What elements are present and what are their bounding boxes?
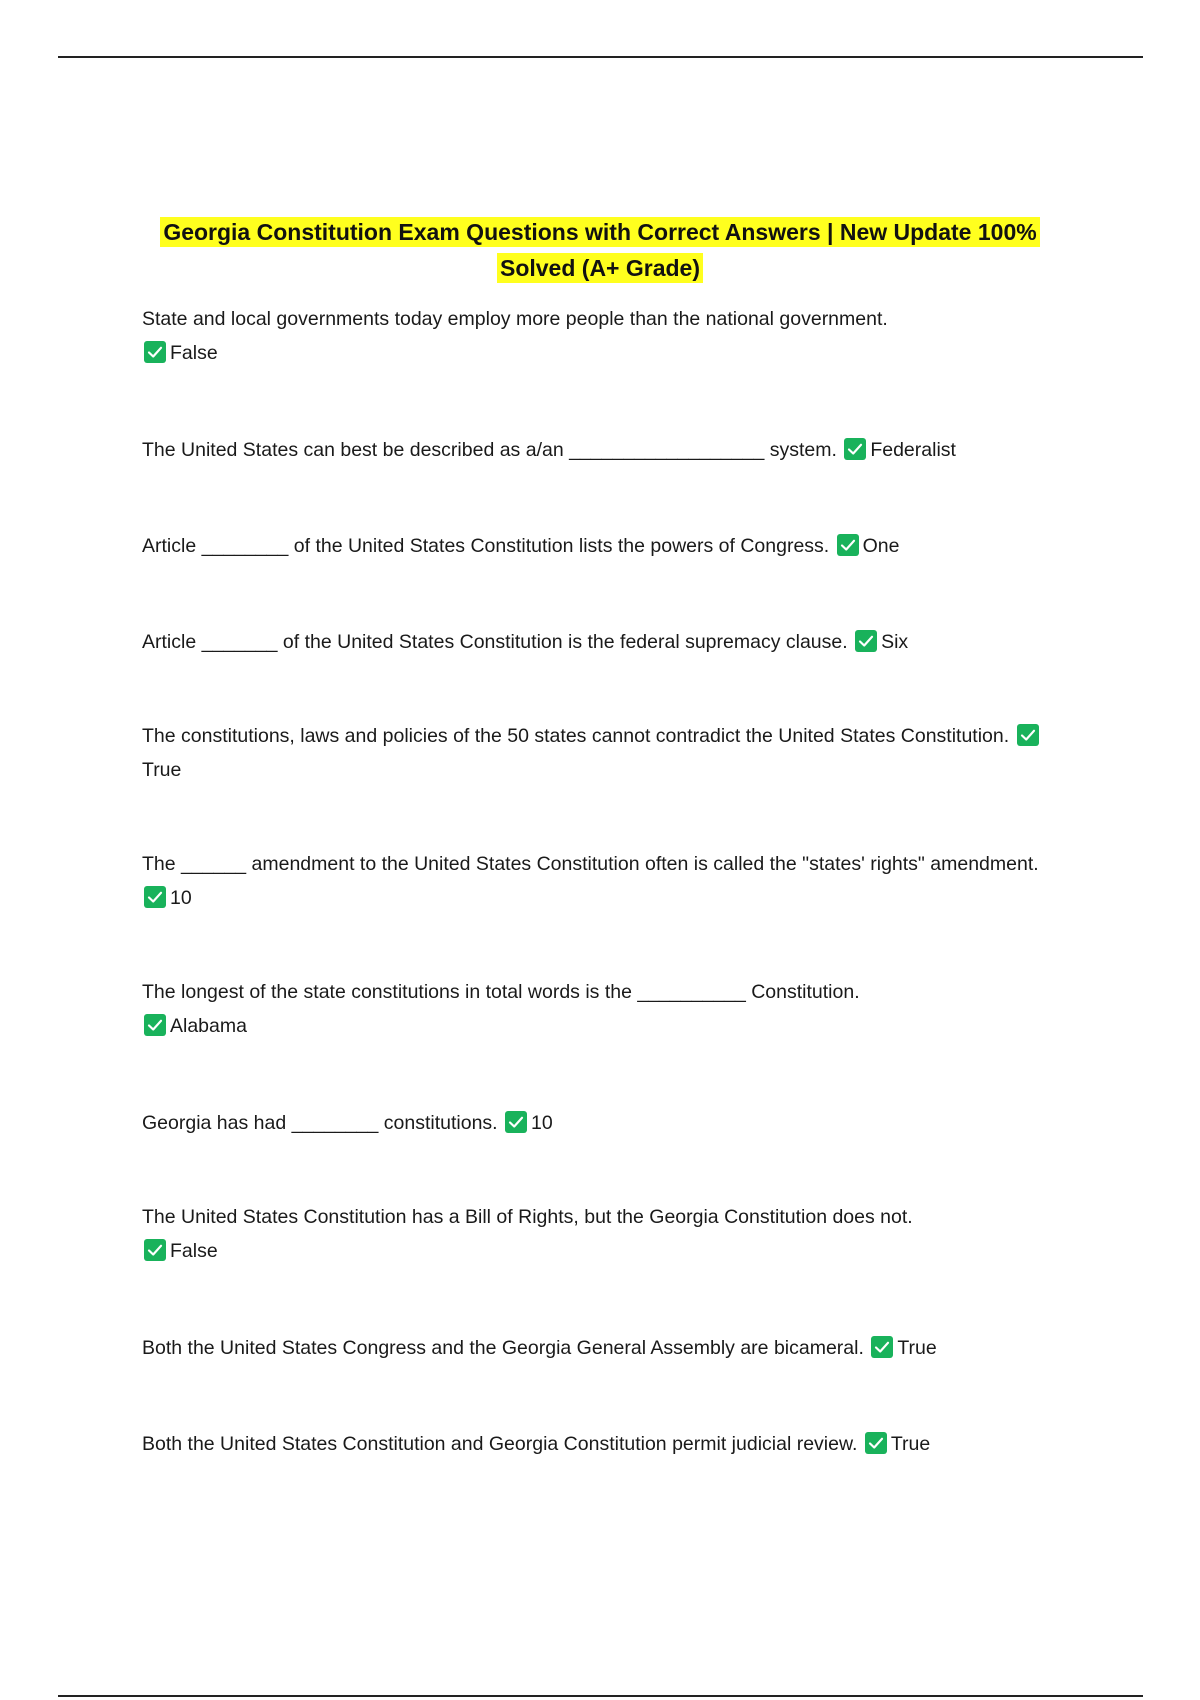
- answer-text: False: [170, 1240, 218, 1262]
- checkmark-icon: [144, 1014, 166, 1036]
- question-item: [142, 847, 1072, 915]
- answer-text: True: [897, 1337, 937, 1359]
- question-item: [142, 1331, 1072, 1365]
- checkmark-icon: [505, 1111, 527, 1133]
- checkmark-icon: [144, 886, 166, 908]
- checkmark-icon: [144, 1239, 166, 1261]
- checkmark-icon: [865, 1432, 887, 1454]
- answer-text: 10: [170, 887, 192, 909]
- title-line-2: Solved (A+ Grade): [497, 253, 703, 283]
- checkmark-icon: [1017, 724, 1039, 746]
- document-title: [140, 214, 1060, 286]
- question-text: Article ________ of the United States Constitution lists the powers of Congress.: [142, 535, 830, 557]
- answer-text: Federalist: [870, 439, 956, 461]
- answer-text: One: [862, 535, 900, 557]
- question-text: State and local governments today employ more people than the national government.: [142, 308, 888, 330]
- question-text: The United States Constitution has a Bill of Rights, but the Georgia Constitution does not.: [142, 1206, 913, 1228]
- question-text: Georgia has had ________ constitutions.: [142, 1112, 498, 1134]
- question-item: [142, 975, 1072, 1043]
- checkmark-icon: [855, 630, 877, 652]
- checkmark-icon: [837, 534, 859, 556]
- question-item: [142, 625, 1072, 659]
- question-item: [142, 1200, 1072, 1268]
- question-item: [142, 302, 1072, 370]
- checkmark-icon: [844, 438, 866, 460]
- checkmark-icon: [144, 341, 166, 363]
- checkmark-icon: [871, 1336, 893, 1358]
- question-item: [142, 433, 1072, 467]
- question-item: [142, 1427, 1072, 1461]
- top-divider: [58, 56, 1143, 58]
- answer-text: 10: [531, 1112, 553, 1134]
- answer-text: False: [170, 342, 218, 364]
- bottom-divider: [58, 1695, 1143, 1697]
- question-text: The longest of the state constitutions in total words is the __________ Constitution.: [142, 981, 860, 1003]
- answer-text: True: [142, 759, 182, 781]
- answer-text: True: [890, 1433, 931, 1455]
- question-text: The United States can best be described as a/an __________________ system.: [142, 439, 837, 461]
- title-line-1: Georgia Constitution Exam Questions with Correct Answers | New Update 100%: [160, 217, 1039, 247]
- question-item: [142, 529, 1072, 563]
- answer-text: Alabama: [170, 1015, 247, 1037]
- question-item: [142, 719, 1072, 787]
- question-item: [142, 1106, 1072, 1140]
- question-text: Article _______ of the United States Constitution is the federal supremacy clause.: [142, 631, 848, 653]
- question-text: The constitutions, laws and policies of the 50 states cannot contradict the United States Constitution.: [142, 725, 1010, 747]
- question-text: The ______ amendment to the United States Constitution often is called the "states' rights" amendment.: [142, 853, 1039, 875]
- question-text: Both the United States Congress and the Georgia General Assembly are bicameral.: [142, 1337, 864, 1359]
- answer-text: Six: [881, 631, 909, 653]
- question-text: Both the United States Constitution and Georgia Constitution permit judicial review.: [142, 1433, 858, 1455]
